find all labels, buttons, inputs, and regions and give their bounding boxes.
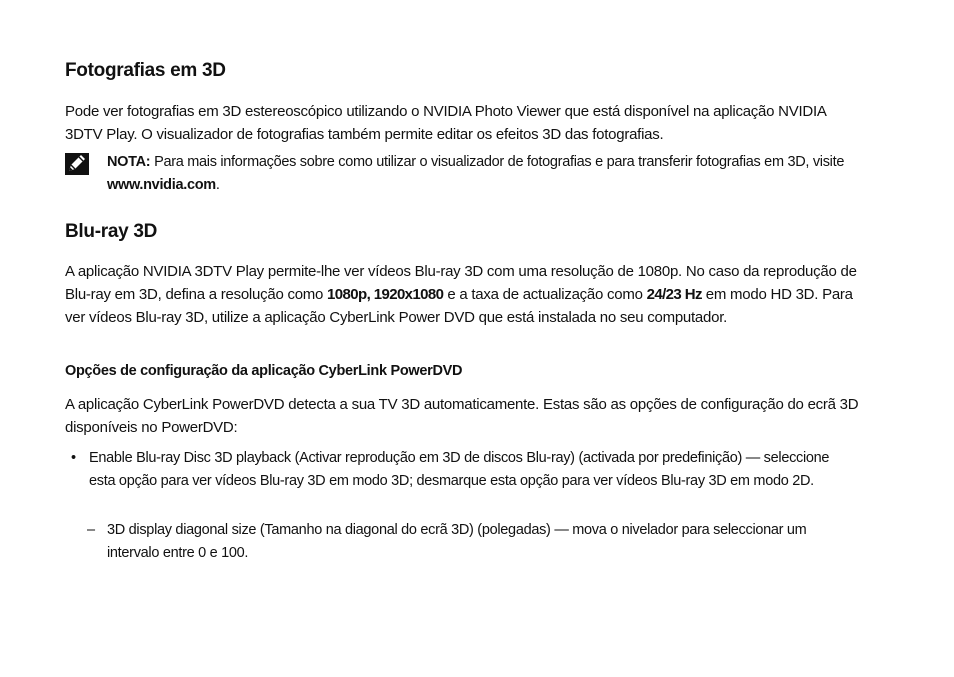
bullet-marker: • bbox=[71, 450, 76, 466]
bluray-text-1: A aplicação NVIDIA 3DTV Play permite-lhe ver vídeos Blu-ray 3D com uma resolução de 1080p. No caso da reprodução de Blu-ray em 3D, defina a resolução como bbox=[65, 263, 857, 303]
nvidia-link[interactable]: www.nvidia.com bbox=[107, 177, 216, 193]
note-body: Para mais informações sobre como utilizar o visualizador de fotografias e para transferir fotografias em 3D, visite bbox=[150, 154, 845, 170]
note-text bbox=[107, 151, 867, 197]
resolution-value: 1080p, 1920x1080 bbox=[327, 286, 444, 303]
sub-bullet-marker: – bbox=[87, 522, 95, 538]
note-pencil-icon bbox=[65, 153, 89, 175]
paragraph-bluray bbox=[65, 260, 865, 329]
bullet-text: Enable Blu-ray Disc 3D playback (Activar reprodução em 3D de discos Blu-ray) (activada por predefinição) — seleccione esta opção para ver vídeos Blu-ray 3D em modo 3D; desmarque esta opção para ver vídeos Blu-ray 3D em modo 2D. bbox=[89, 450, 830, 489]
sub-bullet-text: 3D display diagonal size (Tamanho na diagonal do ecrã 3D) (polegadas) — mova o nivelador para seleccionar um intervalo entre 0 e 100. bbox=[107, 522, 807, 561]
heading-fotografias-3d: Fotografias em 3D bbox=[65, 60, 226, 81]
note-end: . bbox=[215, 177, 220, 193]
bluray-text-3: em modo HD 3D. Para ver vídeos Blu-ray 3D, utilize a aplicação CyberLink Power DVD que está instalada no seu computador. bbox=[65, 286, 853, 326]
subheading-powerdvd-options: Opções de configuração da aplicação CyberLink PowerDVD bbox=[65, 363, 463, 379]
refresh-rate-value: 24/23 Hz bbox=[646, 286, 702, 303]
paragraph-fotografias: Pode ver fotografias em 3D estereoscópico utilizando o NVIDIA Photo Viewer que está disponível na aplicação NVIDIA 3DTV Play. O visualizador de fotografias também permite editar os efeitos 3D das fotografias. bbox=[65, 103, 826, 143]
heading-bluray-3d: Blu-ray 3D bbox=[65, 221, 158, 242]
bluray-text-2: e a taxa de actualização como bbox=[443, 286, 647, 303]
note-label: NOTA: bbox=[107, 154, 151, 170]
paragraph-powerdvd: A aplicação CyberLink PowerDVD detecta a sua TV 3D automaticamente. Estas são as opções de configuração do ecrã 3D disponíveis no PowerDVD: bbox=[65, 396, 859, 436]
